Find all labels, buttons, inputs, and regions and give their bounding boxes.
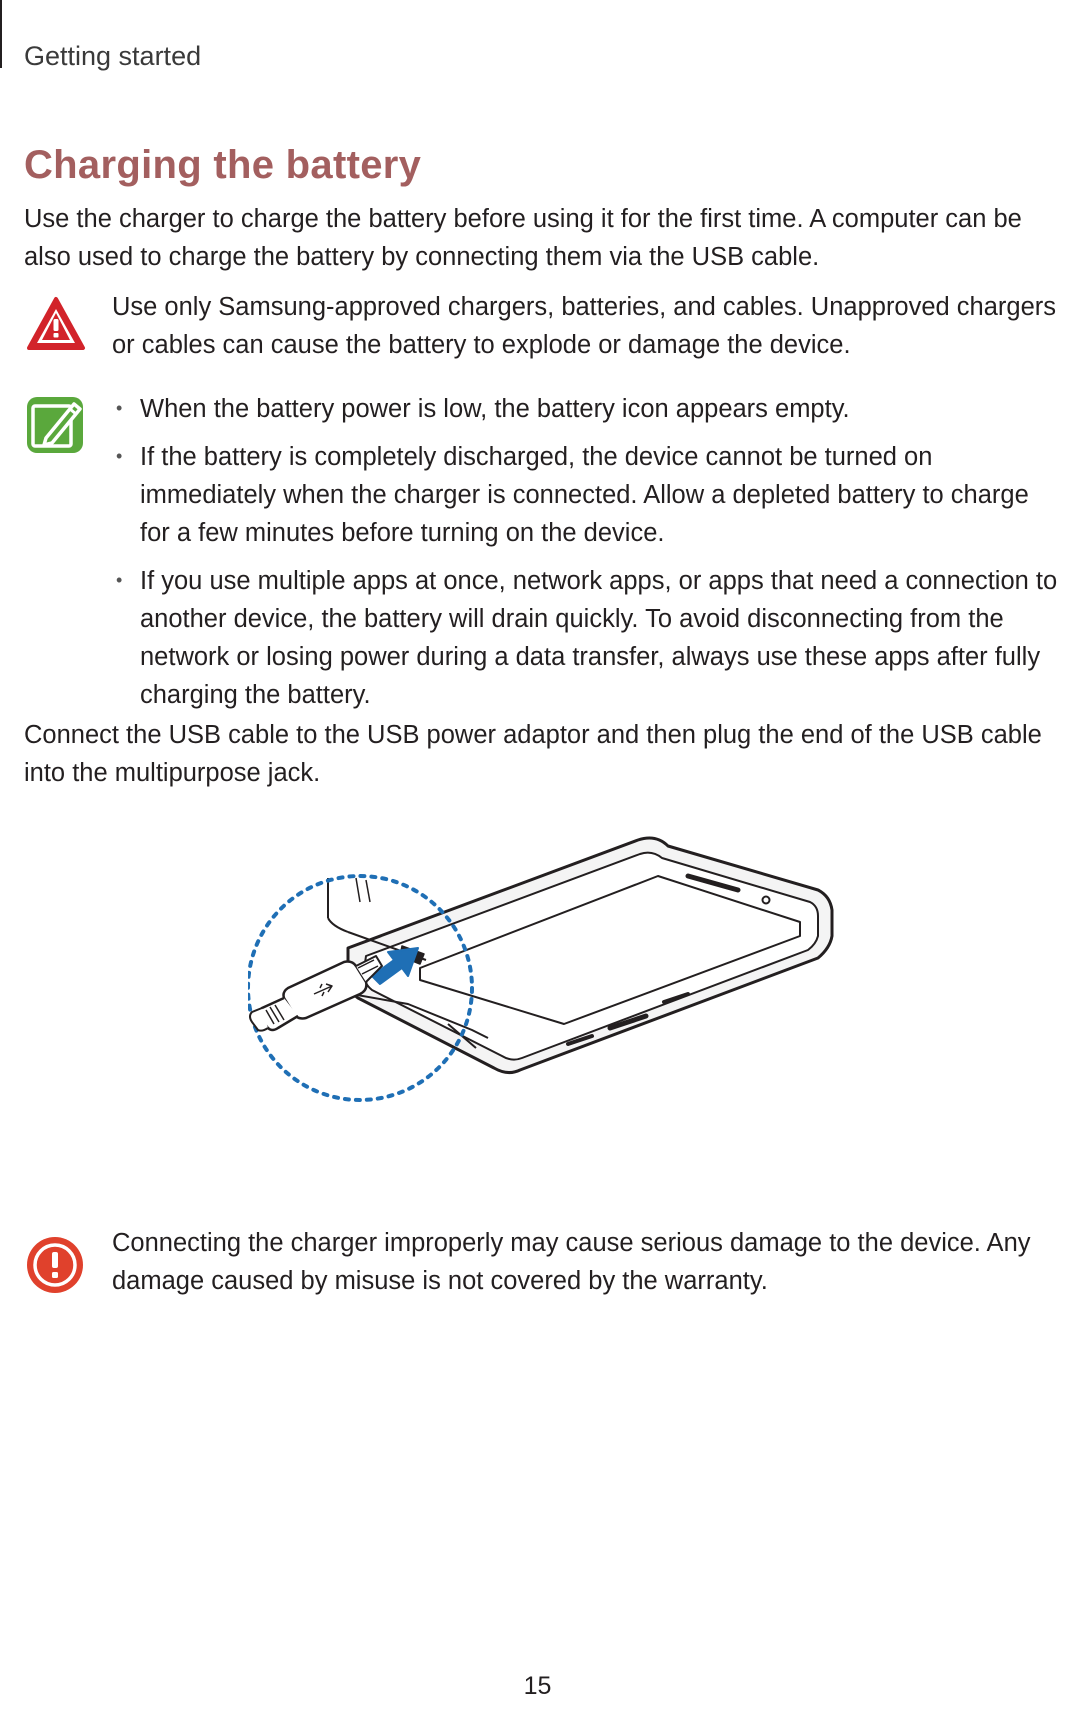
note-pencil-icon: [26, 396, 84, 454]
warning-text: Use only Samsung-approved chargers, batteries, and cables. Unapproved chargers or cables can cause the battery to explode or damage the device.: [112, 293, 1057, 359]
caution-exclamation-icon: [26, 1236, 84, 1294]
charging-illustration: [248, 818, 868, 1218]
page-number: 15: [523, 1672, 552, 1700]
note-item: • If you use multiple apps at once, network apps, or apps that need a connection to another device, the battery will drain quickly. To avoid disconnecting from the network or losing power during a data transfer, always use these apps after fully charging the battery.: [112, 562, 1062, 714]
intro-paragraph: Use the charger to charge the battery before using it for the first time. A computer can be also used to charge the battery by connecting them via the USB cable.: [24, 205, 1022, 271]
running-head: Getting started: [24, 41, 202, 71]
instruction-paragraph: Connect the USB cable to the USB power adaptor and then plug the end of the USB cable into the multipurpose jack.: [24, 721, 1042, 787]
note-item: • When the battery power is low, the battery icon appears empty.: [112, 390, 1062, 428]
caution-text: Connecting the charger improperly may cause serious damage to the device. Any damage caused by misuse is not covered by the warranty.: [112, 1229, 1031, 1295]
usb-cable-plug: [250, 956, 382, 1031]
warning-triangle-icon: [26, 296, 86, 352]
phone-illustration: [306, 838, 832, 1073]
header-rule: [0, 0, 2, 68]
note-item: • If the battery is completely discharged, the device cannot be turned on immediately when the charger is connected. Allow a depleted battery to charge for a few minutes before turning on the device.: [112, 438, 1062, 552]
section-title: Charging the battery: [24, 143, 422, 187]
note-list: [112, 390, 1062, 724]
